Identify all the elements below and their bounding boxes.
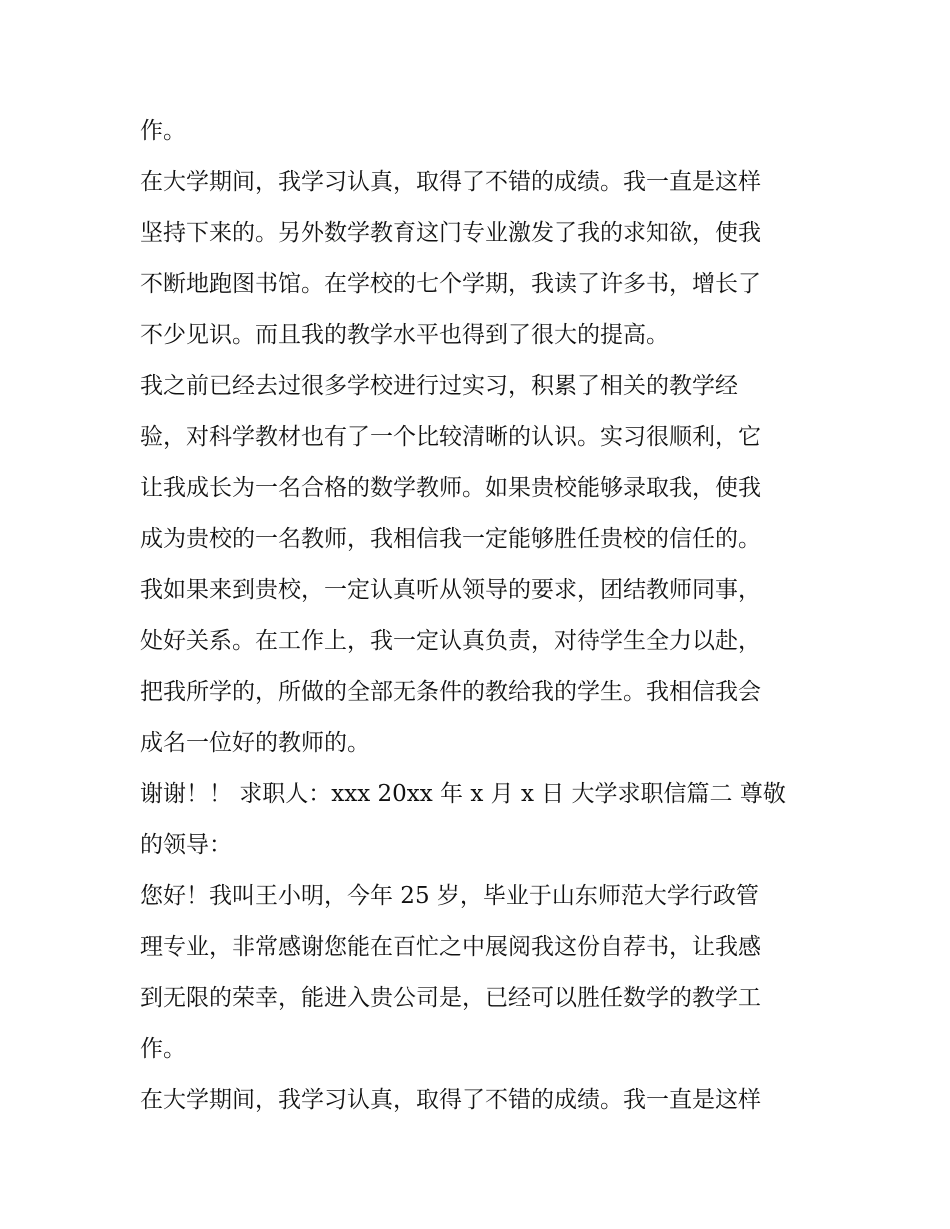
text-line: 验，对科学教材也有了一个比较清晰的认识。实习很顺利，它: [140, 424, 761, 450]
text-line: 在大学期间，我学习认真，取得了不错的成绩。我一直是这样: [140, 1087, 761, 1113]
text-line: 成名一位好的教师的。: [140, 730, 370, 756]
text-line: 谢谢！！ 求职人：xxx 20xx 年 x 月 x 日 大学求职信篇二 尊敬: [140, 781, 786, 807]
text-line: 不断地跑图书馆。在学校的七个学期，我读了许多书，增长了: [140, 271, 761, 297]
text-line: 把我所学的，所做的全部无条件的教给我的学生。我相信我会: [140, 679, 761, 705]
text-line: 的领导：: [140, 832, 232, 858]
text-line: 在大学期间，我学习认真，取得了不错的成绩。我一直是这样: [140, 169, 761, 195]
text-line: 不少见识。而且我的教学水平也得到了很大的提高。: [140, 322, 669, 348]
text-line: 我如果来到贵校，一定认真听从领导的要求，团结教师同事，: [140, 577, 761, 603]
text-line: 作。: [140, 118, 186, 144]
text-line: 理专业，非常感谢您能在百忙之中展阅我这份自荐书，让我感: [140, 934, 761, 960]
text-line: 成为贵校的一名教师，我相信我一定能够胜任贵校的信任的。: [140, 526, 761, 552]
text-line: 您好！我叫王小明，今年 25 岁，毕业于山东师范大学行政管: [140, 883, 759, 909]
text-line: 处好关系。在工作上，我一定认真负责，对待学生全力以赴，: [140, 628, 761, 654]
text-line: 坚持下来的。另外数学教育这门专业激发了我的求知欲，使我: [140, 220, 761, 246]
document-body: [140, 106, 820, 1126]
text-line: 让我成长为一名合格的数学教师。如果贵校能够录取我，使我: [140, 475, 761, 501]
text-line: 我之前已经去过很多学校进行过实习，积累了相关的教学经: [140, 373, 738, 399]
text-line: 到无限的荣幸，能进入贵公司是，已经可以胜任数学的教学工: [140, 985, 761, 1011]
text-line: 作。: [140, 1036, 186, 1062]
